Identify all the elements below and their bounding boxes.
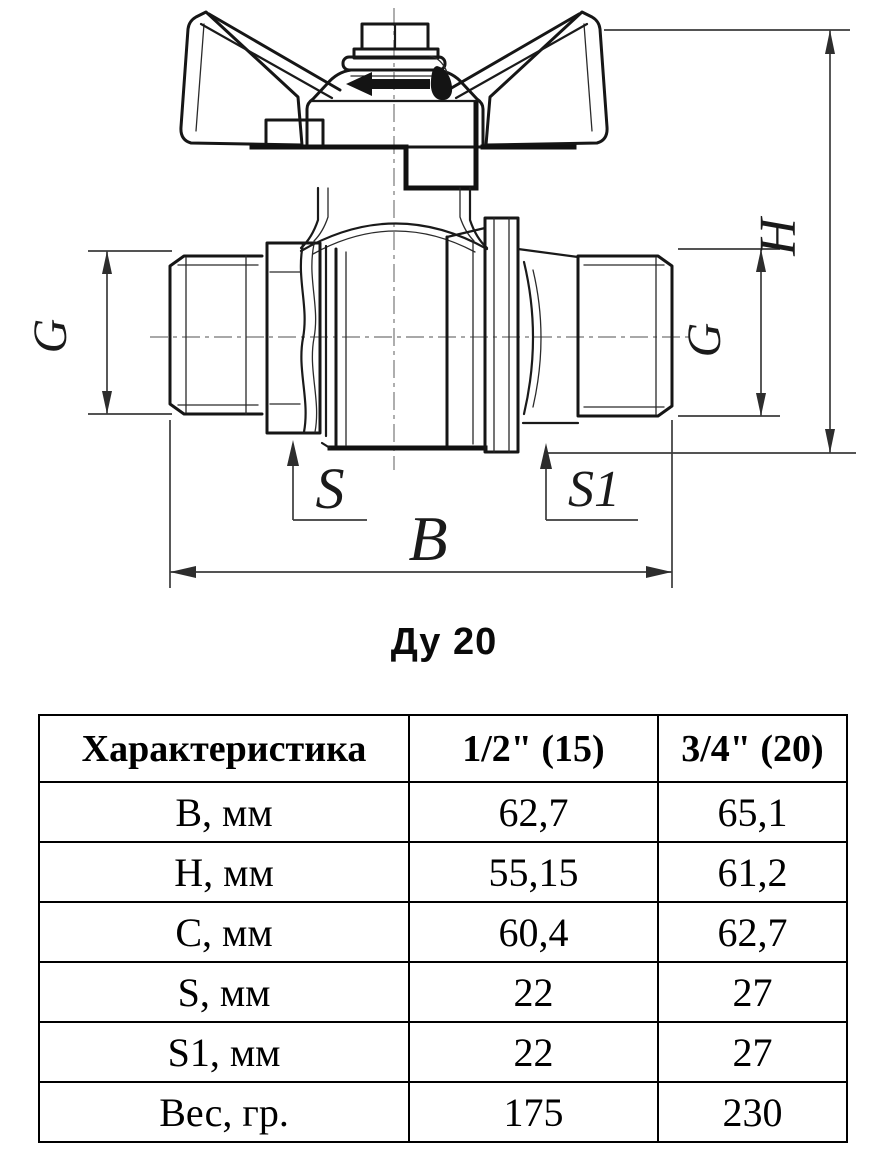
dim-label-b: B xyxy=(408,503,448,574)
row-value: 55,15 xyxy=(409,842,658,902)
table-row xyxy=(39,842,847,902)
row-value: 230 xyxy=(658,1082,847,1142)
dim-label-g-left: G xyxy=(24,318,77,354)
row-value: 62,7 xyxy=(409,782,658,842)
row-value: 22 xyxy=(409,1022,658,1082)
left-strut-outer xyxy=(209,14,340,90)
row-value: 27 xyxy=(658,962,847,1022)
row-value: 65,1 xyxy=(658,782,847,842)
right-strut-inner xyxy=(456,24,587,98)
transition-arc-2 xyxy=(533,270,541,407)
handle-side-tab xyxy=(266,120,323,146)
dim-label-h: H xyxy=(750,218,807,256)
transition-top xyxy=(518,249,578,257)
left-strut-inner xyxy=(201,24,332,98)
left-wing-inner-edge xyxy=(196,24,204,131)
dim-label-s1: S1 xyxy=(568,461,620,518)
row-value: 22 xyxy=(409,962,658,1022)
spec-table xyxy=(38,714,848,1143)
dim-label-s: S xyxy=(315,456,345,521)
row-label: Н, мм xyxy=(39,842,409,902)
right-disc xyxy=(485,218,518,452)
row-value: 62,7 xyxy=(658,902,847,962)
left-nut-facet-wave-2 xyxy=(312,244,317,432)
col-header-size-3-4: 3/4" (20) xyxy=(658,715,847,782)
row-label: В, мм xyxy=(39,782,409,842)
valve-body xyxy=(170,188,672,452)
row-label: S, мм xyxy=(39,962,409,1022)
table-row xyxy=(39,782,847,842)
cast-mark xyxy=(431,66,452,100)
right-strut-outer xyxy=(448,14,579,90)
row-value: 60,4 xyxy=(409,902,658,962)
transition-arc-1 xyxy=(524,262,533,414)
row-value: 175 xyxy=(409,1082,658,1142)
table-row xyxy=(39,902,847,962)
right-thread-outline xyxy=(578,256,672,416)
row-label: S1, мм xyxy=(39,1022,409,1082)
row-value: 27 xyxy=(658,1022,847,1082)
dim-label-g-right: G xyxy=(678,322,731,358)
size-caption: Ду 20 xyxy=(390,621,498,663)
row-value: 61,2 xyxy=(658,842,847,902)
table-row xyxy=(39,962,847,1022)
row-label: Вес, гр. xyxy=(39,1082,409,1142)
centerlines xyxy=(150,8,692,470)
table-header-row xyxy=(39,715,847,782)
dimension-s xyxy=(287,440,367,521)
col-header-characteristic: Характеристика xyxy=(39,715,409,782)
left-nut-facet-wave-1 xyxy=(301,244,306,432)
neck-left-inner xyxy=(314,188,328,241)
row-label: С, мм xyxy=(39,902,409,962)
right-wing-inner-edge xyxy=(584,24,592,131)
col-header-size-1-2: 1/2" (15) xyxy=(409,715,658,782)
dimensions xyxy=(24,30,856,588)
table-row xyxy=(39,1082,847,1142)
left-thread-outline xyxy=(170,256,262,414)
dimension-s1 xyxy=(540,443,638,520)
table-row xyxy=(39,1022,847,1082)
dimension-g-left xyxy=(24,251,172,414)
dimension-g-right xyxy=(678,249,780,416)
dimension-h xyxy=(548,30,856,453)
